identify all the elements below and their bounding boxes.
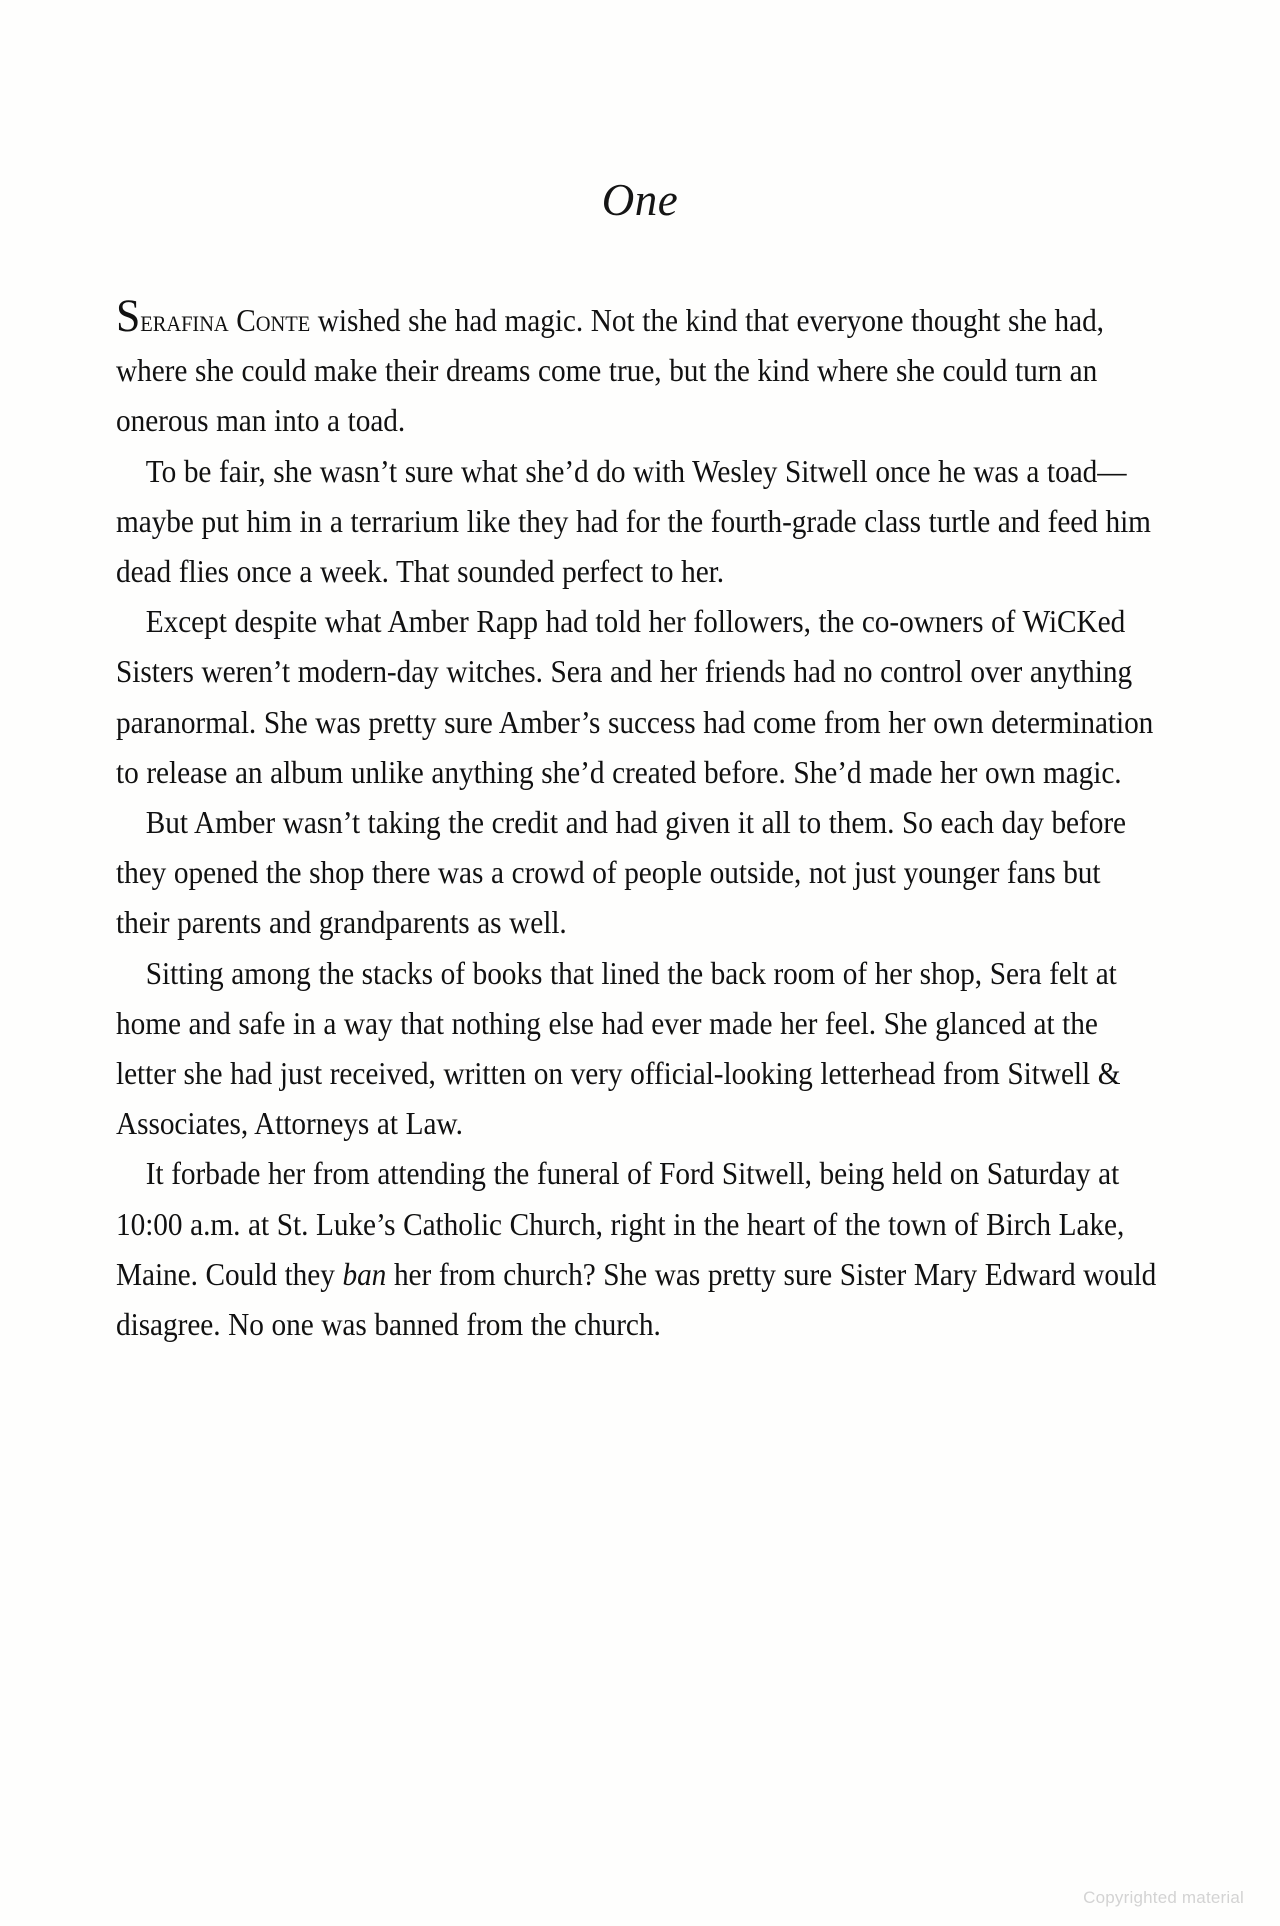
paragraph-6-segment-a: It forbade her from attending the funeral of Ford Sitwell, being held on Saturday at 10:00 a.m. at St. Luke’s Catholic Church, right in the heart of the town of Birch Lake, Maine. Could they <box>116 1156 1125 1292</box>
paragraph-5: Sitting among the stacks of books that lined the back room of her shop, Sera felt at home and safe in a way that nothing else had ever made her feel. She glanced at the letter she had just received, written on very official-looking letterhead from Sitwell & Associates, Attorneys at Law. <box>116 955 1121 1142</box>
drop-cap-letter: S <box>116 290 141 342</box>
copyright-watermark: Copyrighted material <box>1083 1888 1244 1907</box>
paragraph-4: But Amber wasn’t taking the credit and had given it all to them. So each day before they opened the shop there was a crowd of people outside, not just younger fans but their parents and grandparents as well. <box>116 805 1126 941</box>
paragraph-1-text: wished she had magic. Not the kind that everyone thought she had, where she could make their dreams come true, but the kind where she could turn an onerous man into a toad. <box>116 303 1104 439</box>
chapter-title: One <box>601 175 679 225</box>
paragraph-3: Except despite what Amber Rapp had told her followers, the co-owners of WiCKed Sisters weren’t modern-day witches. Sera and her friends had no control over anything paranormal. She was pretty sure Amber’s success had come from her own determination to release an album unlike anything she’d created before. She’d made her own magic. <box>116 604 1154 790</box>
paragraph-2: To be fair, she wasn’t sure what she’d do with Wesley Sitwell once he was a toad—maybe put him in a terrarium like they had for the fourth-grade class turtle and feed him dead flies once a week. That sounded perfect to her. <box>116 453 1151 590</box>
paragraph-6-segment-b: her from church? She was pretty sure Sister Mary Edward would disagree. No one was banned from the church. <box>116 1256 1157 1343</box>
body-text-block <box>116 290 1162 1350</box>
paragraph-6-emphasis-ban: ban <box>342 1256 387 1292</box>
paragraph-6 <box>116 1149 1161 1350</box>
lead-small-caps: erafina Conte <box>140 303 311 338</box>
paragraph-1 <box>116 290 1161 447</box>
